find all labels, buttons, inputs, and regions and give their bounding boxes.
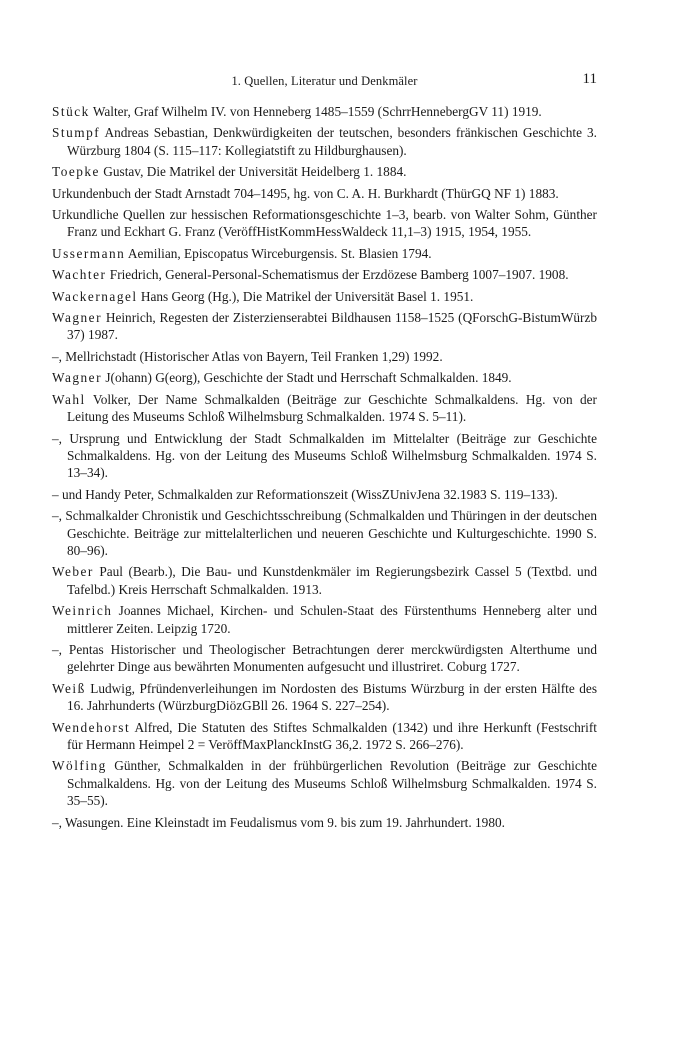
bibliography-entry <box>52 391 597 426</box>
bibliography-entry <box>52 430 597 482</box>
entry-text: Hans Georg (Hg.), Die Matrikel der Universität Basel 1. 1951. <box>137 288 474 304</box>
bibliography-entry <box>52 814 597 831</box>
bibliography-entry <box>52 641 597 676</box>
bibliography-entry <box>52 163 597 180</box>
bibliography-list <box>52 103 597 835</box>
bibliography-entry <box>52 680 597 715</box>
entry-text: Urkundliche Quellen zur hessischen Reformationsgeschichte 1–3, bearb. von Walter Sohm, Günther Franz und Eckhart G. Franz (VeröffHistKommHessWaldeck 11,1–3) 1915, 1954, 1955. <box>52 207 597 240</box>
entry-text: Aemilian, Episcopatus Wirceburgensis. St. Blasien 1794. <box>125 245 432 261</box>
bibliography-entry <box>52 288 597 305</box>
entry-author: Wachter <box>52 267 107 283</box>
entry-text: –, Schmalkalder Chronistik und Geschichtsschreibung (Schmalkalden und Thüringen in der deutschen Geschichte. Beiträge zur mittelalterlichen und neueren Geschichte und Kulturgeschichte. 1990 S. 80–96). <box>52 508 597 558</box>
entry-text: Walter, Graf Wilhelm IV. von Henneberg 1485–1559 (SchrrHennebergGV 11) 1919. <box>89 104 542 119</box>
entry-text: –, Wasungen. Eine Kleinstadt im Feudalismus vom 9. bis zum 19. Jahrhundert. 1980. <box>52 814 505 830</box>
entry-text: Ludwig, Pfründenverleihungen im Nordosten des Bistums Würzburg in der ersten Hälfte des 16. Jahrhunderts (WürzburgDiözGBll 26. 1964 S. 227–254). <box>67 680 597 714</box>
entry-text: –, Ursprung und Entwicklung der Stadt Schmalkalden im Mittelalter (Beiträge zur Geschichte Schmalkaldens. Hg. von der Leitung des Museums Schloß Wilhelmsburg Schmalkalden. 1974 S. 13–34). <box>52 430 597 481</box>
bibliography-entry <box>52 486 597 503</box>
bibliography-entry <box>52 563 597 598</box>
entry-author: Stück <box>52 104 90 119</box>
entry-text: Alfred, Die Statuten des Stiftes Schmalkalden (1342) und ihre Herkunft (Festschrift für Hermann Heimpel 2 = VeröffMaxPlanckInstG 36,2. 1972 S. 266–276). <box>67 719 597 752</box>
bibliography-entry <box>52 266 597 283</box>
entry-text: Volker, Der Name Schmalkalden (Beiträge zur Geschichte Schmalkaldens. Hg. von der Leitung des Museums Schloß Wilhelmsburg Schmalkalden. 1974 S. 5–11). <box>67 391 597 425</box>
bibliography-entry <box>52 757 597 809</box>
running-header <box>52 71 597 92</box>
entry-text: –, Mellrichstadt (Historischer Atlas von Bayern, Teil Franken 1,29) 1992. <box>52 348 443 364</box>
bibliography-entry <box>52 369 597 386</box>
entry-author: Ussermann <box>52 245 126 261</box>
bibliography-entry <box>52 124 597 159</box>
entry-author: Toepke <box>52 164 100 180</box>
entry-author: Wagner <box>52 310 103 326</box>
bibliography-entry <box>52 206 597 241</box>
entry-text: Joannes Michael, Kirchen- und Schulen-Staat des Fürstenthums Henneberg alter und mittlerer Zeiten. Leipzig 1720. <box>67 603 597 636</box>
entry-author: Stumpf <box>52 125 101 141</box>
entry-author: Weber <box>52 564 94 580</box>
entry-text: J(ohann) G(eorg), Geschichte der Stadt und Herrschaft Schmalkalden. 1849. <box>102 370 512 386</box>
entry-author: Wahl <box>52 391 86 407</box>
bibliography-entry <box>52 103 597 120</box>
entry-text: Gustav, Die Matrikel der Universität Heidelberg 1. 1884. <box>99 164 407 180</box>
bibliography-entry <box>52 245 597 262</box>
bibliography-entry <box>52 185 597 202</box>
bibliography-entry <box>52 348 597 365</box>
entry-text: Günther, Schmalkalden in der frühbürgerlichen Revolution (Beiträge zur Geschichte Schmalkaldens. Hg. von der Leitung des Museums Schloß Wilhelmsburg Schmalkalden. 1974 S. 35–55). <box>67 758 597 809</box>
entry-text: Paul (Bearb.), Die Bau- und Kunstdenkmäler im Regierungsbezirk Cassel 5 (Textbd. und Tafelbd.) Kreis Herrschaft Schmalkalden. 1913. <box>67 564 597 597</box>
entry-text: –, Pentas Historischer und Theologischer Betrachtungen derer merckwürdigsten Alterthume und gelehrter Dinge aus bewährten Monumenten aufgesucht und illustriret. Coburg 1727. <box>52 641 597 675</box>
bibliography-entry <box>52 719 597 754</box>
entry-author: Weinrich <box>52 603 113 619</box>
entry-text: Friedrich, General-Personal-Schematismus der Erzdözese Bamberg 1007–1907. 1908. <box>106 267 569 283</box>
bibliography-entry <box>52 507 597 559</box>
page-number: 11 <box>582 71 597 87</box>
bibliography-entry <box>52 602 597 637</box>
running-title: 1. Quellen, Literatur und Denkmäler <box>231 74 418 88</box>
entry-text: Andreas Sebastian, Denkwürdigkeiten der teutschen, besonders fränkischen Geschichte 3. Würzburg 1804 (S. 115–117: Kollegiatstift zu Hildburghausen). <box>67 125 597 158</box>
entry-author: Wackernagel <box>52 288 138 304</box>
entry-author: Wölfing <box>52 758 107 774</box>
entry-author: Wagner <box>52 370 103 386</box>
entry-author: Weiß <box>52 680 86 696</box>
entry-text: Heinrich, Regesten der Zisterzienserabtei Bildhausen 1158–1525 (QForschG-BistumWürzb 37) 1987. <box>67 310 597 343</box>
entry-text: – und Handy Peter, Schmalkalden zur Reformationszeit (WissZUnivJena 32.1983 S. 119–133). <box>52 486 558 502</box>
bibliography-entry <box>52 309 597 344</box>
entry-author: Wendehorst <box>52 719 131 735</box>
entry-text: Urkundenbuch der Stadt Arnstadt 704–1495, hg. von C. A. H. Burkhardt (ThürGQ NF 1) 1883. <box>52 185 559 201</box>
